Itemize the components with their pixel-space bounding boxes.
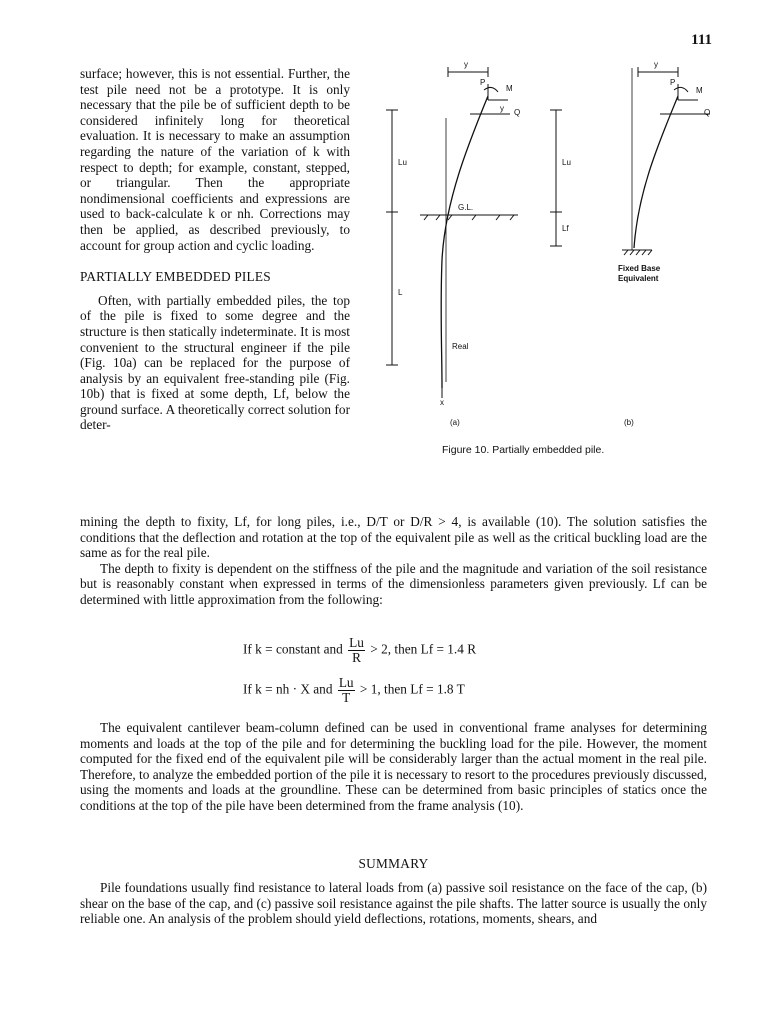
page-number: 111 (691, 32, 712, 48)
label-equivalent: Equivalent (618, 274, 659, 283)
section-heading: PARTIALLY EMBEDDED PILES (80, 269, 271, 285)
full-text-block-3 (80, 880, 707, 927)
label-q-a: Q (514, 108, 521, 117)
summary-paragraph: Pile foundations usually find resistance to lateral loads from (a) passive soil resistance on the face of the cap, (b) shear on the base of the cap, and (c) passive soil resistance against the pile shafts. The latter source is usually the only reliable one. An analysis of the problem should yield deflections, rotations, moments, shears, and (80, 880, 707, 927)
eq1-num: Lu (349, 635, 364, 650)
label-real-a: Real (452, 342, 469, 351)
eq2-den: T (342, 690, 351, 705)
label-x-a: x (440, 398, 444, 407)
figure-caption: Figure 10. Partially embedded pile. (442, 444, 605, 456)
label-p-b: P (670, 78, 676, 87)
label-b: (b) (624, 418, 634, 427)
eq1-post: > 2, then Lf = 1.4 R (370, 641, 477, 657)
equivalent-pile-b (634, 96, 678, 248)
label-q-b: Q (704, 108, 711, 117)
eq1-den: R (352, 650, 361, 665)
label-y-b: y (654, 60, 658, 69)
label-fixed-base: Fixed Base (618, 264, 661, 273)
left-column (80, 66, 350, 433)
moment-arrow-a (484, 87, 498, 92)
full-text-block-2 (80, 720, 707, 814)
column-paragraph-1: surface; however, this is not essential. Further, the test pile need not be a prototype. It is only necessary that the pile be of sufficient depth to be considered infinitely long for theoretical evaluation. It is necessary to make an assumption regarding the nature of the variation of k with respect to depth; for example, constant, stepped, or triangular. Then the appropriate nondimensional coefficients and expressions are used to back-calculate k or nh. Corrections may then be applied, as described previously, to account for group action and cyclic loading. (80, 66, 350, 253)
label-m-a: M (506, 84, 513, 93)
label-y-a: y (464, 60, 468, 69)
equation-1 (243, 636, 476, 665)
label-m-b: M (696, 86, 703, 95)
label-a: (a) (450, 418, 460, 427)
column-paragraph-2: Often, with partially embedded piles, the top of the pile is fixed to some degree and the structure is then statically indeterminate. It is most convenient to the structural engineer if the pile (Fig. 10a) can be replaced for the purpose of analysis by an equivalent free-standing pile (Fig. 10b) that is fixed at some depth, Lf, below the ground surface. A theoretically correct solution for deter- (80, 292, 350, 433)
summary-heading: SUMMARY (358, 856, 429, 871)
moment-arrow-b (674, 87, 688, 92)
label-lu-b: Lu (562, 158, 571, 167)
label-gl-a: G.L. (458, 203, 474, 212)
eq2-post: > 1, then Lf = 1.8 T (359, 681, 465, 697)
eq1-pre: If k = constant and (243, 641, 343, 657)
full-paragraph-1: mining the depth to fixity, Lf, for long piles, i.e., D/T or D/R > 4, is available (10). The solution satisfies the conditions that the deflection and rotation at the top of the equivalent pile as well as the critical buckling load are the same as for the real pile. (80, 514, 707, 561)
figure-10 (360, 60, 720, 460)
full-paragraph-3: The equivalent cantilever beam-column defined can be used in conventional frame analyses for determining moments and loads at the top of the pile and for determining the buckling load for the pile. However, the moment computed for the fixed end of the equivalent pile will be considerably larger than the actual moment in the real pile. Therefore, to analyze the embedded portion of the pile it is necessary to resort to the procedures previously discussed, using the moments and loads at the groundline. These can be determined from basic principles of statics once the conditions at the top of the pile have been determined from the frame analysis (10). (80, 720, 707, 813)
eq1-fraction (348, 636, 365, 665)
eq2-pre: If k = nh · X and (243, 681, 333, 697)
label-l-a: L (398, 288, 403, 297)
label-lf-b: Lf (562, 224, 569, 233)
full-paragraph-2: The depth to fixity is dependent on the stiffness of the pile and the magnitude and variation of the soil resistance but is reasonably constant when expressed in terms of the dimensionless parameters given previously. Lf can be determined with little approximation from the following: (80, 560, 707, 607)
eq2-fraction (338, 676, 355, 705)
eq2-num: Lu (338, 675, 354, 690)
label-lu-a: Lu (398, 158, 407, 167)
label-p-a: P (480, 78, 486, 87)
label-y2-a: y (500, 104, 504, 113)
full-text-block-1 (80, 514, 707, 608)
equation-2 (243, 676, 465, 705)
figure-drawing (360, 60, 720, 460)
